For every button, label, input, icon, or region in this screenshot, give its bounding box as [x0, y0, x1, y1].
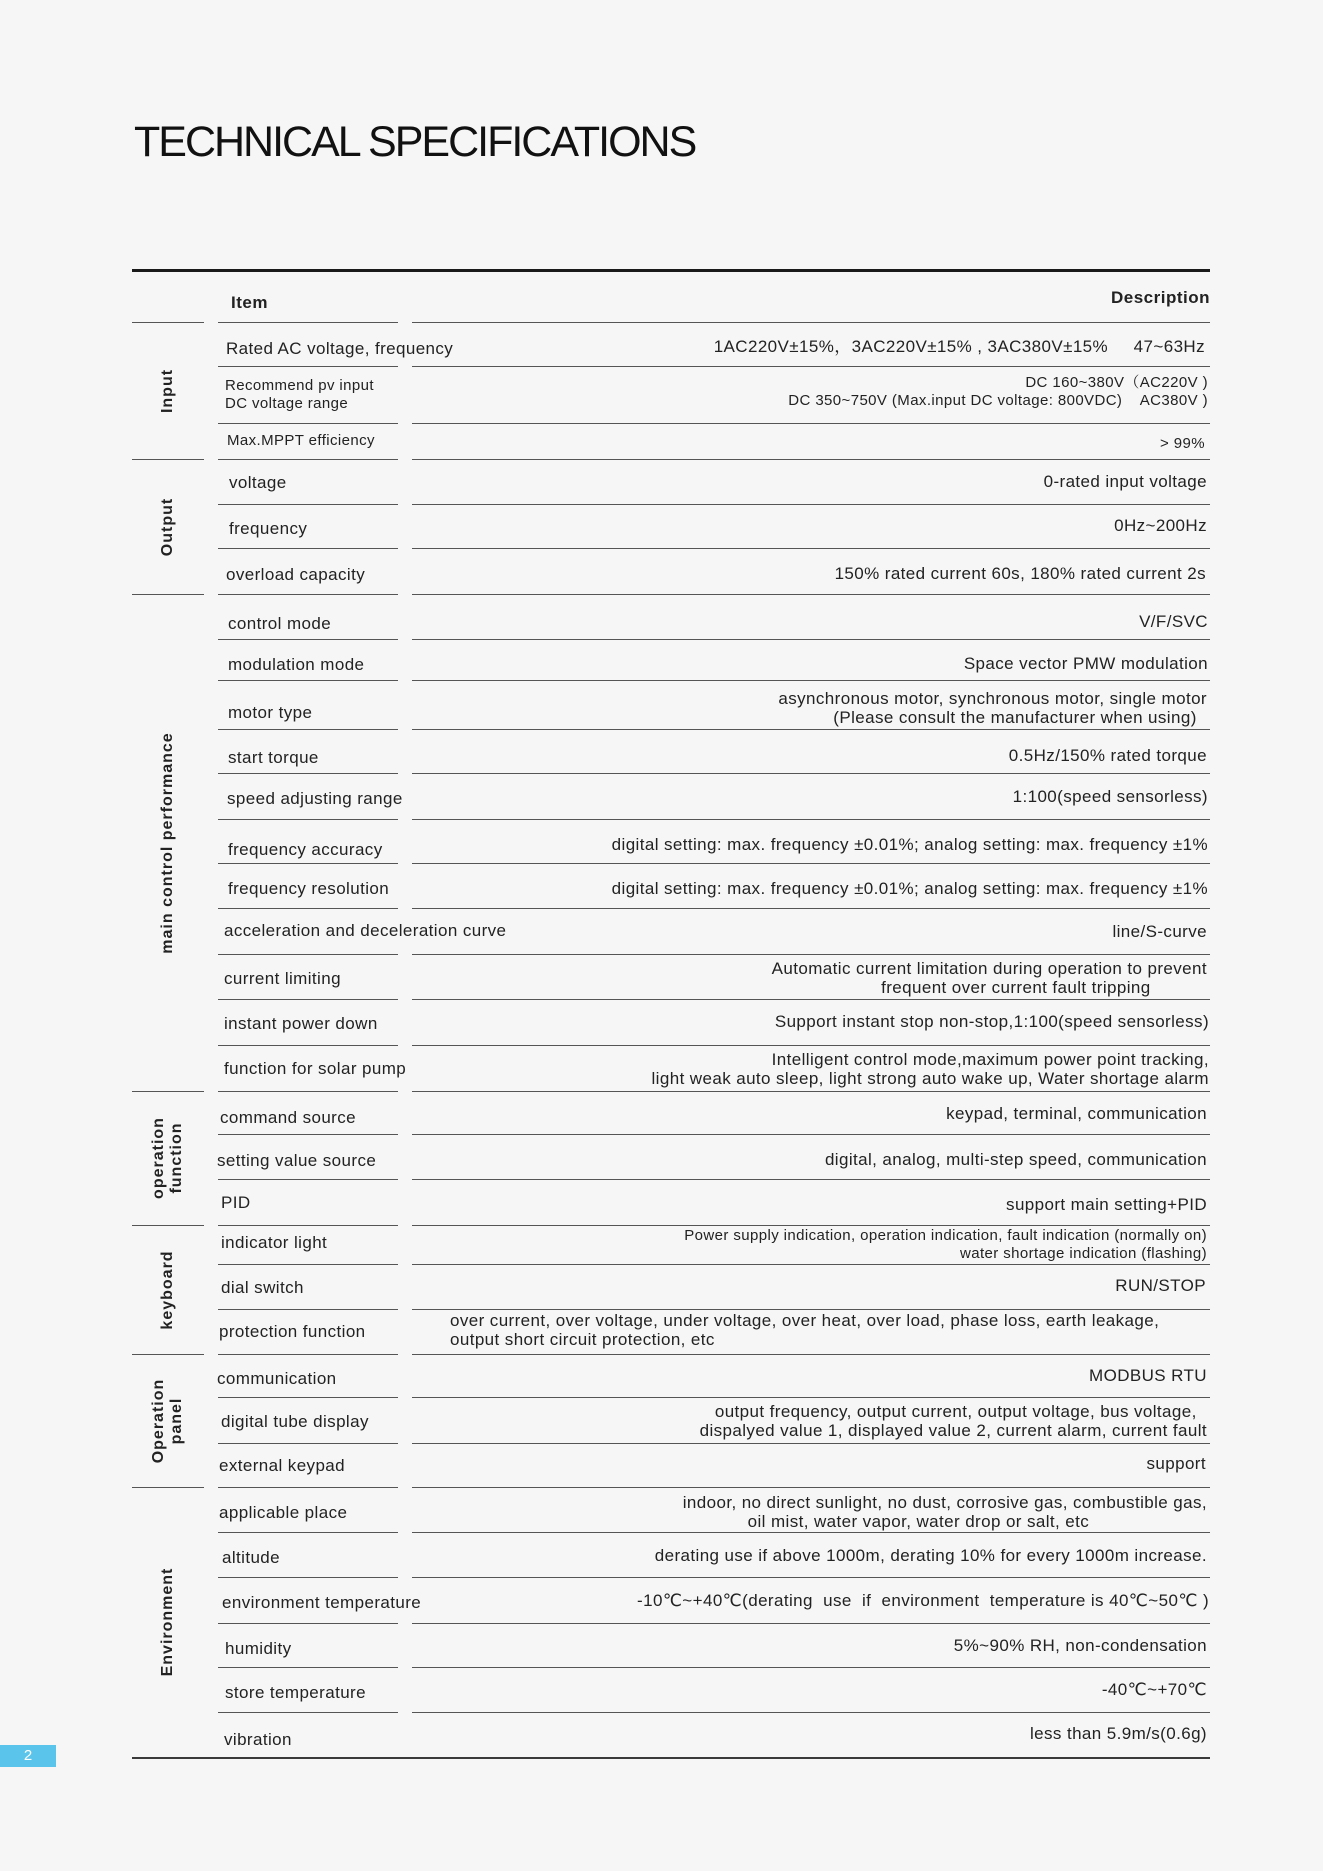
spec-item-label: function for solar pump: [224, 1059, 407, 1078]
spec-item-label: motor type: [228, 703, 313, 722]
spec-description: asynchronous motor, synchronous motor, single motor (Please consult the manufacturer when using): [778, 689, 1207, 727]
spec-item-label: Rated AC voltage, frequency: [226, 339, 454, 358]
spec-item-label: humidity: [225, 1639, 292, 1658]
row-divider: [412, 1179, 1210, 1180]
category-label-environment: Environment: [159, 1567, 176, 1677]
row-divider: [218, 594, 398, 595]
category-operation-function: [132, 1091, 204, 1225]
spec-item-label: vibration: [224, 1730, 292, 1749]
row-divider: [218, 1532, 398, 1533]
category-label-main-control: main control performance: [159, 731, 176, 954]
row-divider: [218, 459, 398, 460]
row-divider: [412, 1354, 1210, 1355]
row-divider: [412, 1309, 1210, 1310]
spec-description: 1AC220V±15%，3AC220V±15% , 3AC380V±15% 47~63Hz: [713, 337, 1205, 356]
row-divider: [412, 548, 1210, 549]
spec-item-label: setting value source: [217, 1151, 377, 1170]
spec-description: over current, over voltage, under voltage, over heat, over load, phase loss, earth leakage, output short circuit protection, etc: [450, 1311, 1160, 1349]
row-divider: [412, 366, 1210, 367]
spec-description: 1:100(speed sensorless): [1012, 787, 1208, 806]
spec-item-label: modulation mode: [228, 655, 365, 674]
spec-description: digital, analog, multi-step speed, communication: [824, 1150, 1207, 1169]
row-divider: [218, 1397, 398, 1398]
spec-description: keypad, terminal, communication: [946, 1104, 1207, 1123]
spec-description: RUN/STOP: [1115, 1276, 1206, 1295]
spec-description: 0.5Hz/150% rated torque: [1008, 746, 1207, 765]
spec-item-label: altitude: [222, 1548, 281, 1567]
row-divider: [412, 1577, 1210, 1578]
row-divider: [412, 459, 1210, 460]
row-divider: [218, 1179, 398, 1180]
spec-item-label: frequency: [229, 519, 308, 538]
row-divider: [412, 908, 1210, 909]
row-divider: [218, 908, 398, 909]
row-divider: [218, 863, 398, 864]
row-divider: [218, 548, 398, 549]
row-divider: [412, 773, 1210, 774]
row-divider: [218, 1487, 398, 1488]
spec-item-label: indicator light: [221, 1233, 328, 1252]
row-divider: [412, 504, 1210, 505]
spec-description: 0Hz~200Hz: [1114, 516, 1207, 535]
category-output: [132, 459, 204, 594]
row-divider: [218, 504, 398, 505]
row-divider: [412, 1532, 1210, 1533]
row-divider: [218, 1134, 398, 1135]
spec-description: Power supply indication, operation indication, fault indication (normally on) water shortage indication (flashing): [684, 1227, 1207, 1262]
spec-item-label: voltage: [229, 473, 287, 492]
spec-description: support: [1146, 1454, 1206, 1473]
row-divider: [218, 1264, 398, 1265]
spec-item-label: start torque: [228, 748, 319, 767]
row-divider: [218, 1225, 398, 1226]
row-divider: [412, 999, 1210, 1000]
row-divider: [412, 1667, 1210, 1668]
spec-item-label: dial switch: [221, 1278, 304, 1297]
row-divider: [218, 322, 398, 323]
row-divider: [412, 1045, 1210, 1046]
column-header-item: Item: [231, 293, 268, 312]
row-divider: [218, 423, 398, 424]
spec-description: support main setting+PID: [1006, 1195, 1207, 1214]
table-top-rule: [132, 269, 1210, 272]
row-divider: [412, 1091, 1210, 1092]
row-divider: [412, 423, 1210, 424]
spec-description: digital setting: max. frequency ±0.01%; analog setting: max. frequency ±1%: [611, 879, 1208, 898]
spec-item-label: Max.MPPT efficiency: [227, 432, 375, 449]
page-title: TECHNICAL SPECIFICATIONS: [134, 118, 696, 166]
row-divider: [412, 819, 1210, 820]
row-divider: [218, 639, 398, 640]
row-divider: [218, 1667, 398, 1668]
row-divider: [218, 1577, 398, 1578]
category-label-operation-panel: Operation panel: [150, 1378, 185, 1463]
row-divider: [218, 1623, 398, 1624]
row-divider: [412, 1443, 1210, 1444]
spec-item-label: environment temperature: [222, 1593, 422, 1612]
category-label-input: Input: [159, 368, 176, 413]
row-divider: [412, 1134, 1210, 1135]
row-divider: [412, 954, 1210, 955]
row-divider: [412, 1623, 1210, 1624]
spec-item-label: instant power down: [224, 1014, 378, 1033]
category-label-output: Output: [159, 497, 176, 556]
category-label-keyboard: keyboard: [159, 1249, 176, 1330]
page-number-badge: 2: [0, 1745, 56, 1767]
row-divider: [218, 999, 398, 1000]
spec-description: derating use if above 1000m, derating 10% for every 1000m increase.: [654, 1546, 1207, 1565]
spec-description: 150% rated current 60s, 180% rated current 2s: [834, 564, 1206, 583]
row-divider: [412, 680, 1210, 681]
spec-item-label: digital tube display: [221, 1412, 369, 1431]
row-divider: [412, 1712, 1210, 1713]
spec-item-label: external keypad: [219, 1456, 346, 1475]
spec-description: Support instant stop non-stop,1:100(speed sensorless): [774, 1012, 1209, 1031]
spec-description: MODBUS RTU: [1089, 1366, 1207, 1385]
spec-item-label: speed adjusting range: [227, 789, 403, 808]
row-divider: [218, 1712, 398, 1713]
spec-item-label: applicable place: [219, 1503, 348, 1522]
row-divider: [218, 1309, 398, 1310]
spec-item-label: store temperature: [225, 1683, 366, 1702]
spec-description: DC 160~380V（AC220V ) DC 350~750V (Max.input DC voltage: 800VDC) AC380V ): [788, 374, 1208, 409]
row-divider: [218, 1354, 398, 1355]
spec-item-label: command source: [220, 1108, 356, 1127]
spec-description: output frequency, output current, output voltage, bus voltage, dispalyed value 1, displayed value 2, current alarm, current fault: [699, 1402, 1207, 1440]
row-divider: [218, 1045, 398, 1046]
column-header-description: Description: [1110, 288, 1210, 307]
spec-description: 5%~90% RH, non-condensation: [953, 1636, 1207, 1655]
row-divider: [412, 322, 1210, 323]
spec-description: digital setting: max. frequency ±0.01%; analog setting: max. frequency ±1%: [611, 835, 1208, 854]
spec-description: less than 5.9m/s(0.6g): [1030, 1724, 1207, 1743]
category-label-operation-function: operation function: [150, 1117, 185, 1199]
row-divider: [218, 1443, 398, 1444]
row-divider: [218, 1091, 398, 1092]
spec-item-label: PID: [221, 1193, 251, 1212]
spec-table: [132, 269, 1210, 1759]
row-divider: [412, 729, 1210, 730]
category-main-control: [132, 594, 204, 1091]
row-divider: [412, 1487, 1210, 1488]
category-keyboard: [132, 1225, 204, 1354]
table-bottom-rule: [132, 1757, 1210, 1759]
row-divider: [412, 639, 1210, 640]
spec-item-label: frequency resolution: [228, 879, 390, 898]
spec-item-label: protection function: [219, 1322, 366, 1341]
row-divider: [412, 1397, 1210, 1398]
row-divider: [412, 1225, 1210, 1226]
spec-description: > 99%: [1160, 435, 1205, 452]
spec-description: Intelligent control mode,maximum power point tracking, light weak auto sleep, light strong auto wake up, Water shortage alarm: [651, 1050, 1209, 1088]
spec-item-label: overload capacity: [226, 565, 366, 584]
row-divider: [412, 1264, 1210, 1265]
spec-item-label: control mode: [228, 614, 332, 633]
spec-description: line/S-curve: [1112, 922, 1207, 941]
row-divider: [218, 729, 398, 730]
spec-item-label: communication: [217, 1369, 337, 1388]
spec-description: indoor, no direct sunlight, no dust, corrosive gas, combustible gas, oil mist, water vapor, water drop or salt, etc: [682, 1493, 1207, 1531]
row-divider: [218, 366, 398, 367]
spec-item-label: current limiting: [224, 969, 341, 988]
spec-item-label: Recommend pv input DC voltage range: [225, 377, 374, 412]
spec-description: 0-rated input voltage: [1043, 472, 1207, 491]
spec-description: -40℃~+70℃: [1101, 1680, 1207, 1699]
spec-item-label: frequency accuracy: [228, 840, 383, 859]
row-divider: [218, 954, 398, 955]
spec-description: -10℃~+40℃(derating use if environment temperature is 40℃~50℃ ): [637, 1591, 1209, 1610]
category-operation-panel: [132, 1354, 204, 1487]
row-divider: [218, 773, 398, 774]
row-divider: [218, 680, 398, 681]
category-input: [132, 322, 204, 459]
category-environment: [132, 1487, 204, 1757]
row-divider: [412, 863, 1210, 864]
spec-description: Space vector PMW modulation: [963, 654, 1208, 673]
row-divider: [218, 819, 398, 820]
spec-item-label: acceleration and deceleration curve: [224, 921, 507, 940]
row-divider: [412, 594, 1210, 595]
spec-description: Automatic current limitation during operation to prevent frequent over current fault tripping: [771, 959, 1207, 997]
spec-description: V/F/SVC: [1139, 612, 1208, 631]
